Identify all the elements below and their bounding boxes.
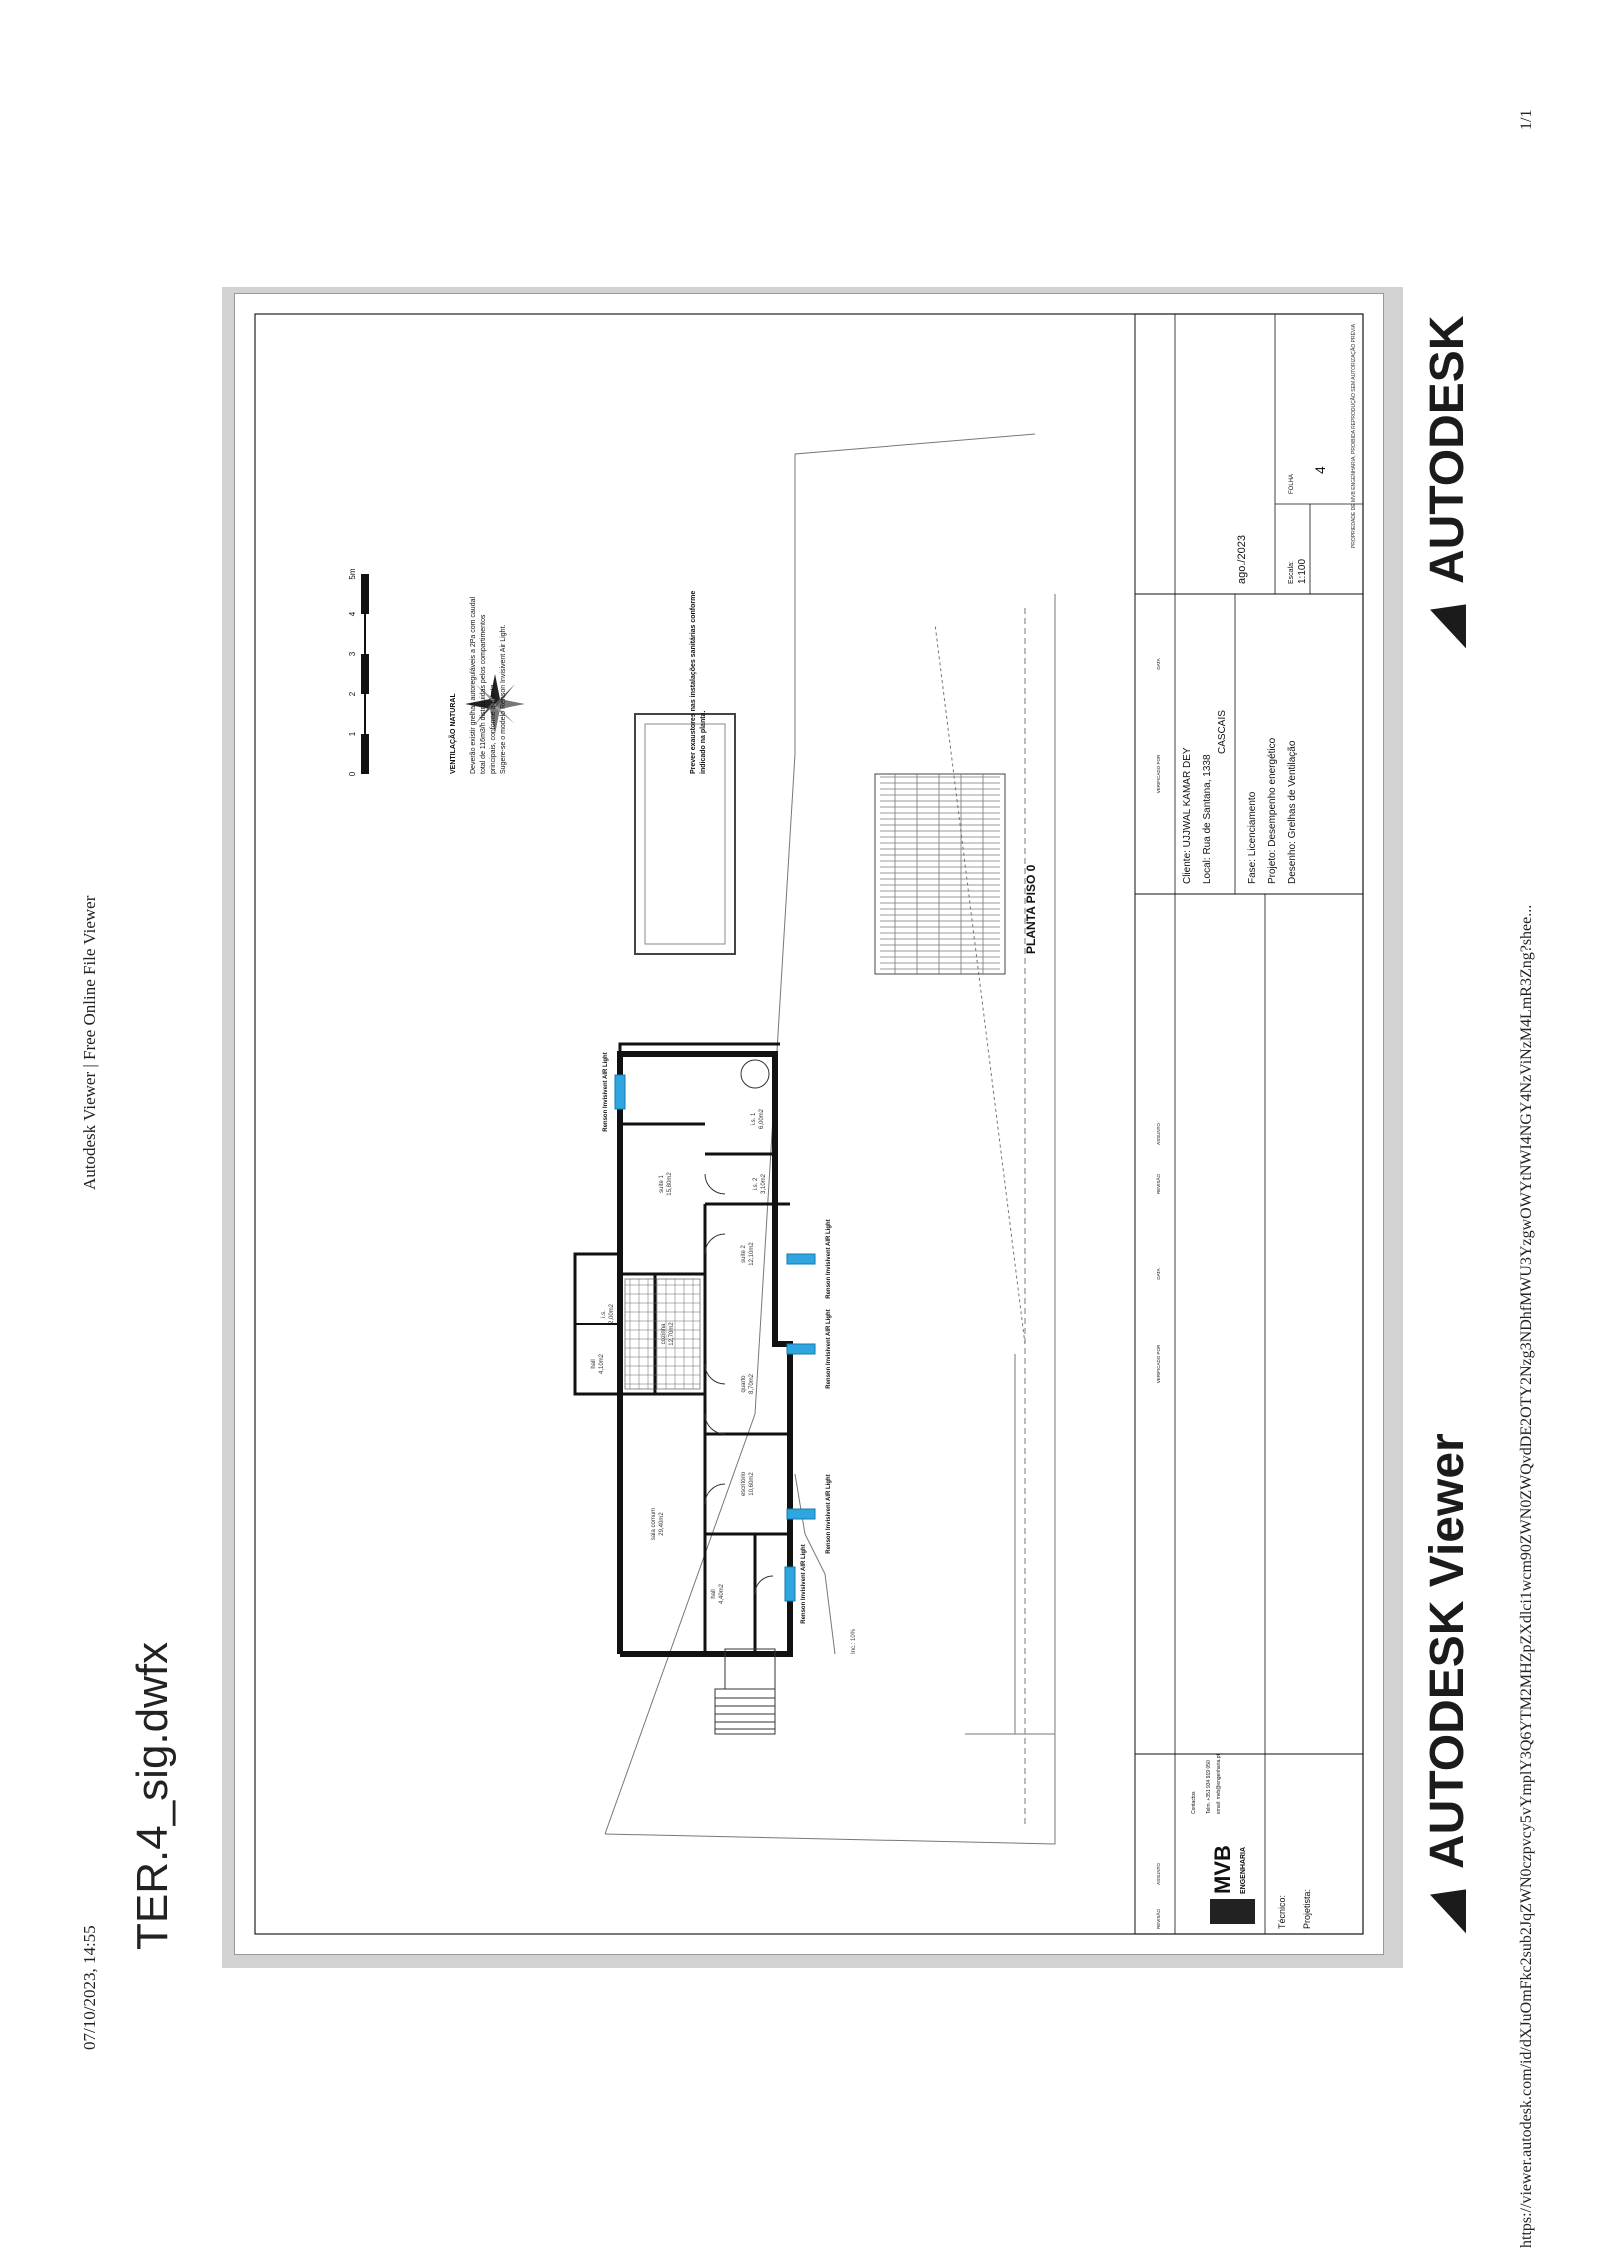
- plan-title: PLANTA PISO 0: [1024, 864, 1038, 954]
- svg-text:REVISÃO: REVISÃO: [1156, 1173, 1161, 1195]
- svg-text:Sugere-se o modelo Renson Invi: Sugere-se o modelo Renson Invisivent Air Light.: [500, 624, 507, 774]
- room-area: 15,80m2: [667, 1172, 673, 1196]
- room-name: i.s. 2: [753, 1177, 759, 1191]
- room-name: i.s.: [601, 1310, 607, 1318]
- print-page-title: Autodesk Viewer | Free Online File Viewer: [80, 895, 99, 1190]
- svg-text:total de 116m3/h distribuidas: total de 116m3/h distribuidas pelos compartimentos: [480, 614, 487, 774]
- room-area: 29,40m2: [659, 1512, 665, 1536]
- svg-text:Escala:: Escala:: [1288, 561, 1295, 584]
- svg-text:Contactos: Contactos: [1191, 1791, 1197, 1814]
- grille-callouts: [603, 1052, 832, 1623]
- svg-text:email: mvb@engenharia.pt: email: mvb@engenharia.pt: [1216, 1754, 1222, 1814]
- svg-text:Projeto: Desempenho energético: Projeto: Desempenho energético: [1267, 737, 1278, 884]
- svg-text:indicado na planta.: indicado na planta.: [700, 710, 707, 774]
- svg-text:MVB: MVB: [1210, 1845, 1235, 1894]
- room-area: 10,60m2: [749, 1472, 755, 1496]
- svg-text:Deverão existir grelhas autore: Deverão existir grelhas autoreguláveis a 2Pa com caudal: [470, 596, 477, 774]
- svg-text:ago./2023: ago./2023: [1236, 535, 1248, 584]
- svg-text:3: 3: [348, 651, 357, 657]
- print-url[interactable]: https://viewer.autodesk.com/id/dXJuOmFkc2sub2JqZWN0czpvcy5vYmplY3Q6YTM2MHZpZXdlci1wcm90ZWN0ZWQvdDE2OTY2Nzg3NDhfMWU3YzgwOWYtNWI4NGY4NzViNzM4LmR3Zng?shee...: [1518, 904, 1535, 2248]
- svg-text:2: 2: [348, 691, 357, 697]
- svg-text:VERIFICADO POR: VERIFICADO POR: [1156, 1344, 1161, 1384]
- print-page-count: 1/1: [1518, 109, 1535, 130]
- svg-text:Telm. +351 934 919 050: Telm. +351 934 919 050: [1206, 1760, 1212, 1814]
- room-name: hall: [711, 1589, 717, 1599]
- autodesk-logo-icon: [1430, 1873, 1466, 1934]
- room-area: 3,10m2: [761, 1173, 767, 1195]
- svg-text:VERIFICADO POR: VERIFICADO POR: [1156, 754, 1161, 794]
- room-area: 12,70m2: [669, 1322, 675, 1346]
- grille-callout: Renson Invisivent AIR Light: [801, 1544, 807, 1624]
- svg-text:1: 1: [348, 731, 357, 737]
- room-name: quarto: [741, 1375, 747, 1393]
- room-area: 4,10m2: [599, 1353, 605, 1375]
- svg-text:ENGENHARIA: ENGENHARIA: [1240, 1846, 1247, 1894]
- svg-text:4: 4: [348, 611, 357, 617]
- svg-text:Desenho: Grelhas de Ventilação: Desenho: Grelhas de Ventilação: [1287, 740, 1298, 884]
- svg-text:REVISÃO: REVISÃO: [1156, 1908, 1161, 1930]
- company-logo: [1191, 1754, 1255, 1924]
- document-title: TER.4_sig.dwfx: [128, 1641, 177, 1950]
- grille-callout: Renson Invisivent AIR Light: [826, 1219, 832, 1299]
- svg-text:DATA: DATA: [1156, 658, 1161, 670]
- room-name: suite 1: [659, 1175, 665, 1193]
- ramp-note: Inc.: 10%: [851, 1628, 857, 1654]
- autodesk-logo-icon: [1430, 588, 1466, 649]
- room-area: 6,00m2: [759, 1108, 765, 1130]
- brand-top-label: AUTODESK Viewer: [1421, 1433, 1474, 1869]
- svg-text:principais, conforme a planta.: principais, conforme a planta.: [490, 682, 497, 774]
- grille-callout: Renson Invisivent AIR Light: [603, 1052, 609, 1132]
- title-block: [1135, 314, 1363, 1934]
- svg-text:Prever exaustores nas instalaç: Prever exaustores nas instalações sanitárias conforme: [690, 590, 697, 774]
- room-name: sala comum: [651, 1507, 657, 1541]
- svg-text:VENTILAÇÃO NATURAL: VENTILAÇÃO NATURAL: [450, 693, 457, 774]
- ventilation-notes: [448, 591, 707, 774]
- svg-text:ASSUNTO: ASSUNTO: [1156, 1123, 1161, 1145]
- hatched-deck: [875, 774, 1005, 974]
- svg-text:Local: Rua de Santana, 1338: Local: Rua de Santana, 1338: [1202, 754, 1213, 884]
- room-name: cozinha: [661, 1323, 667, 1345]
- room-area: 4,40m2: [719, 1583, 725, 1605]
- autodesk-viewer-brand: [1420, 1433, 1475, 1925]
- autodesk-brand-bottom: [1420, 316, 1475, 640]
- svg-text:1:100: 1:100: [1297, 558, 1308, 584]
- scale-bar: [348, 568, 369, 776]
- room-area: 12,10m2: [749, 1242, 755, 1266]
- room-area: 8,70m2: [749, 1373, 755, 1395]
- svg-text:Técnico:: Técnico:: [1277, 1894, 1287, 1929]
- svg-text:CASCAIS: CASCAIS: [1217, 710, 1228, 754]
- svg-text:Fase: Licenciamento: Fase: Licenciamento: [1247, 791, 1258, 884]
- svg-text:DATA: DATA: [1156, 1268, 1161, 1280]
- floor-plan-svg[interactable]: [235, 294, 1383, 1954]
- svg-text:Projetista:: Projetista:: [1302, 1888, 1312, 1929]
- building-plan: [575, 1044, 815, 1734]
- drawing-canvas[interactable]: [222, 287, 1403, 1968]
- room-name: hall: [591, 1359, 597, 1369]
- grille-callout: Renson Invisivent AIR Light: [826, 1474, 832, 1554]
- copyright-note: PROPRIEDADE DE MVB ENGENHARIA, PROIBIDA REPRODUÇÃO SEM AUTORIZAÇÃO PRÉVIA: [1351, 324, 1357, 549]
- brand-bottom-label: AUTODESK: [1421, 315, 1474, 584]
- grille-callout: Renson Invisivent AIR Light: [826, 1309, 832, 1389]
- swimming-pool: [635, 714, 735, 954]
- room-name: escritório: [741, 1471, 747, 1497]
- svg-text:FOLHA: FOLHA: [1289, 473, 1295, 494]
- print-datetime: 07/10/2023, 14:55: [80, 1925, 99, 2050]
- room-area: 2,00m2: [609, 1303, 615, 1325]
- svg-text:4: 4: [1312, 466, 1328, 474]
- svg-text:Cliente: UJJWAL KAMAR DEY: Cliente: UJJWAL KAMAR DEY: [1182, 747, 1193, 884]
- svg-text:ASSUNTO: ASSUNTO: [1156, 1863, 1161, 1885]
- drawing-sheet[interactable]: [234, 293, 1384, 1955]
- svg-text:0: 0: [348, 771, 357, 777]
- svg-text:5m: 5m: [348, 568, 357, 580]
- site-outline: [605, 434, 1055, 1844]
- room-name: i.s. 1: [751, 1112, 757, 1126]
- room-name: suite 2: [741, 1245, 747, 1263]
